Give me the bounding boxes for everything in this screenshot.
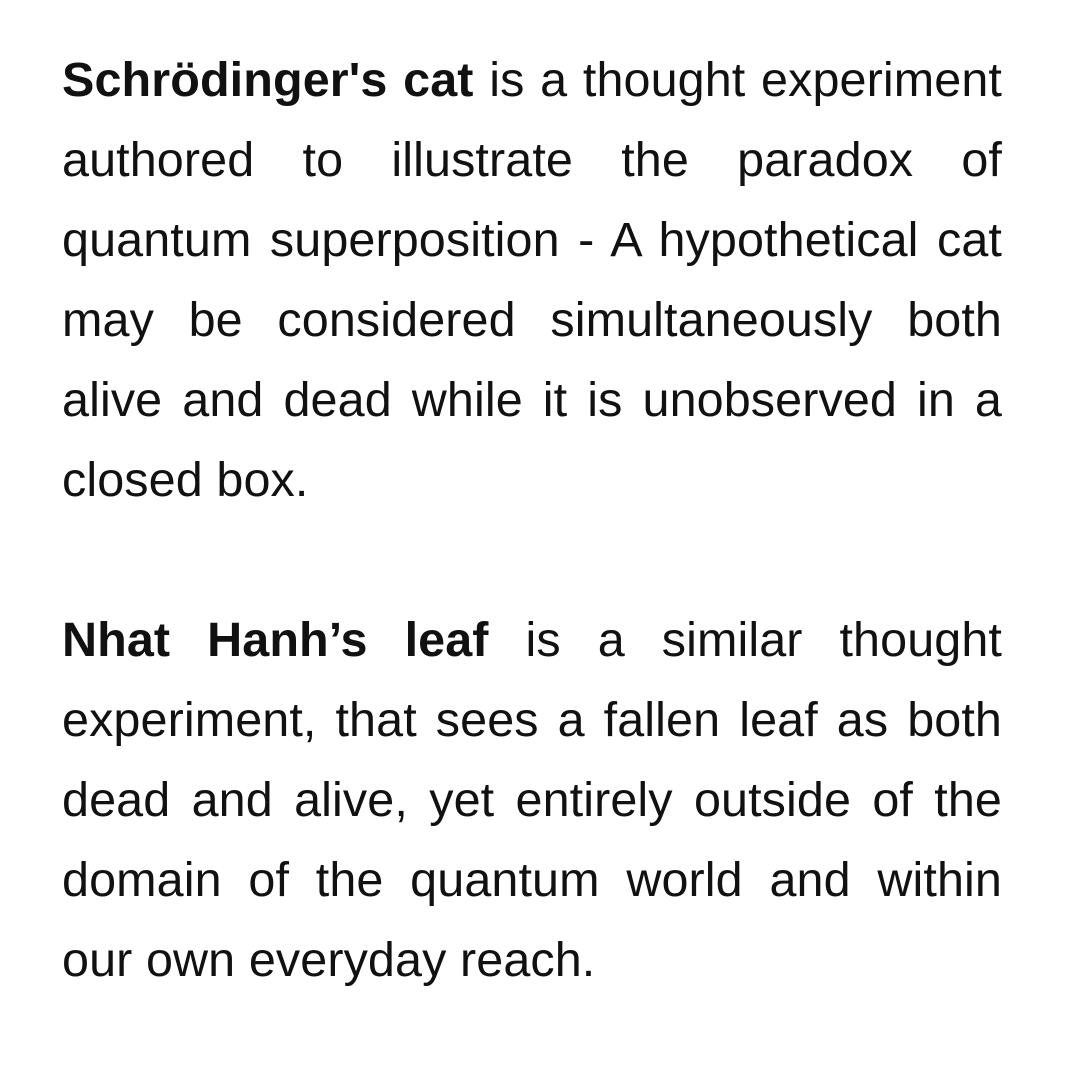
paragraph-text: is a thought experiment authored to illustrate the paradox of quantum superposition - A hypothetical cat may be considered simultaneously both alive and dead while it is unobserved in a closed box. xyxy=(62,53,1002,507)
term-nhat-hanhs-leaf: Nhat Hanh’s leaf xyxy=(62,613,489,667)
paragraph-text: is a similar thought experiment, that sees a fallen leaf as both dead and alive, yet entirely outside of the domain of the quantum world and within our own everyday reach. xyxy=(62,613,1002,987)
term-schrodingers-cat: Schrödinger's cat xyxy=(62,53,474,107)
paragraph-nhat-hanhs-leaf xyxy=(62,600,1002,1000)
paragraph-schrodingers-cat xyxy=(62,40,1002,520)
